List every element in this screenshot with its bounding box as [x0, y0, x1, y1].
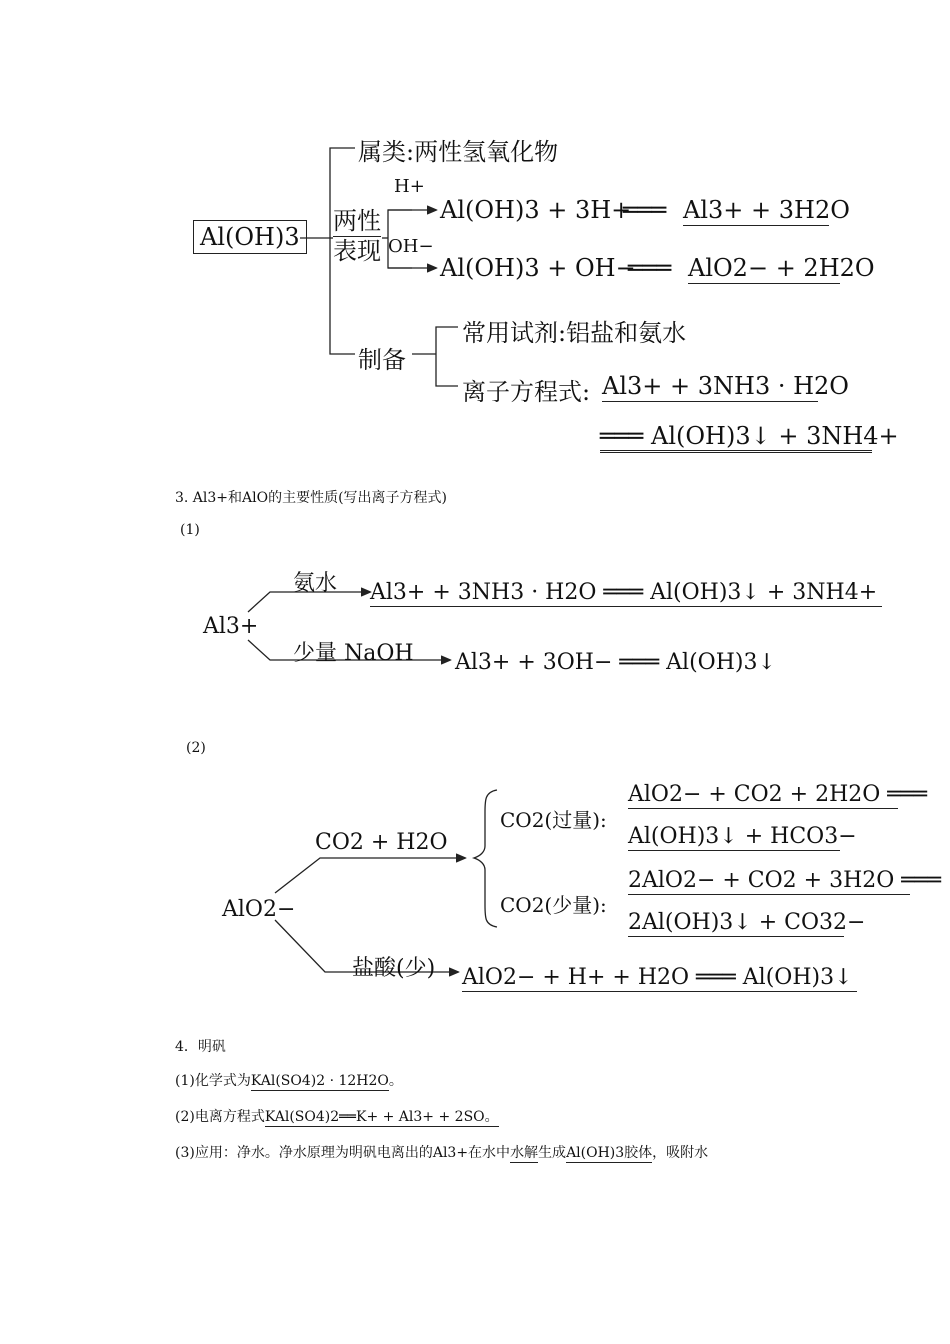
section4-heading: 4．明矾 — [175, 1039, 226, 1055]
naoh-eq: Al3+ + 3OH− ═══ Al(OH)3↓ — [455, 650, 776, 675]
branch-category: 属类:两性氢氧化物 — [358, 138, 559, 166]
h-label: H+ — [394, 176, 425, 197]
prep-reagent: 常用试剂:铝盐和氨水 — [462, 319, 687, 347]
prep-eq2: ═══ Al(OH)3↓ + 3NH4+ — [600, 422, 872, 453]
co2-little-label: CO2(少量): — [500, 893, 607, 917]
branch-preparation: 制备 — [358, 346, 406, 374]
prep-eq1: Al3+ + 3NH3 · H2O — [602, 372, 849, 400]
hcl-eq: AlO2− + H+ + H2O ═══ Al(OH)3↓ — [462, 965, 857, 992]
co2-h2o-label: CO2 + H2O — [315, 830, 448, 855]
naoh-label: 少量 NaOH — [293, 641, 414, 666]
alum-application-line: (3)应用：净水。净水原理为明矾电离出的Al3+在水中水解生成Al(OH)3胶体，吸附水 — [175, 1145, 709, 1161]
aloh3-box — [193, 220, 307, 254]
eq2-right: AlO2− + 2H2O — [688, 254, 875, 282]
ammonia-label: 氨水 — [293, 571, 338, 596]
co2-excess-eq1: AlO2− + CO2 + 2H2O ═══ — [628, 782, 928, 807]
branch-amphoteric: 两性 表现 — [333, 207, 381, 265]
alum-ionization-line: (2)电离方程式KAl(SO4)2══K+ + Al3+ + 2SO。 — [175, 1109, 499, 1125]
prep-eq-label: 离子方程式: — [462, 378, 591, 406]
ammonia-eq: Al3+ + 3NH3 · H2O ═══ Al(OH)3↓ + 3NH4+ — [370, 580, 882, 607]
eq2-left: Al(OH)3 + OH− — [440, 254, 636, 282]
co2-excess-label: CO2(过量): — [500, 808, 607, 832]
eq1-sign: ═══ — [623, 196, 667, 224]
oh-label: OH− — [388, 236, 434, 257]
section3-heading: 3. Al3+和AlO的主要性质(写出离子方程式) — [175, 490, 448, 506]
hcl-label: 盐酸(少) — [352, 956, 436, 981]
part2-label: (2) — [186, 740, 206, 756]
eq2-sign: ═══ — [628, 254, 672, 282]
al3-source: Al3+ — [203, 614, 259, 639]
eq1-right: Al3+ + 3H2O — [683, 196, 850, 224]
co2-little-eq1: 2AlO2− + CO2 + 3H2O ═══ — [628, 868, 942, 893]
alo2-source: AlO2− — [222, 897, 296, 922]
co2-excess-eq2: Al(OH)3↓ + HCO3− — [628, 824, 857, 849]
eq1-left: Al(OH)3 + 3H+ — [440, 196, 632, 224]
box-label: Al(OH)3 — [200, 223, 300, 251]
alum-formula-line: (1)化学式为KAl(SO4)2 · 12H2O。 — [175, 1073, 403, 1089]
part1-label: (1) — [180, 522, 200, 538]
co2-little-eq2: 2Al(OH)3↓ + CO32− — [628, 910, 866, 935]
